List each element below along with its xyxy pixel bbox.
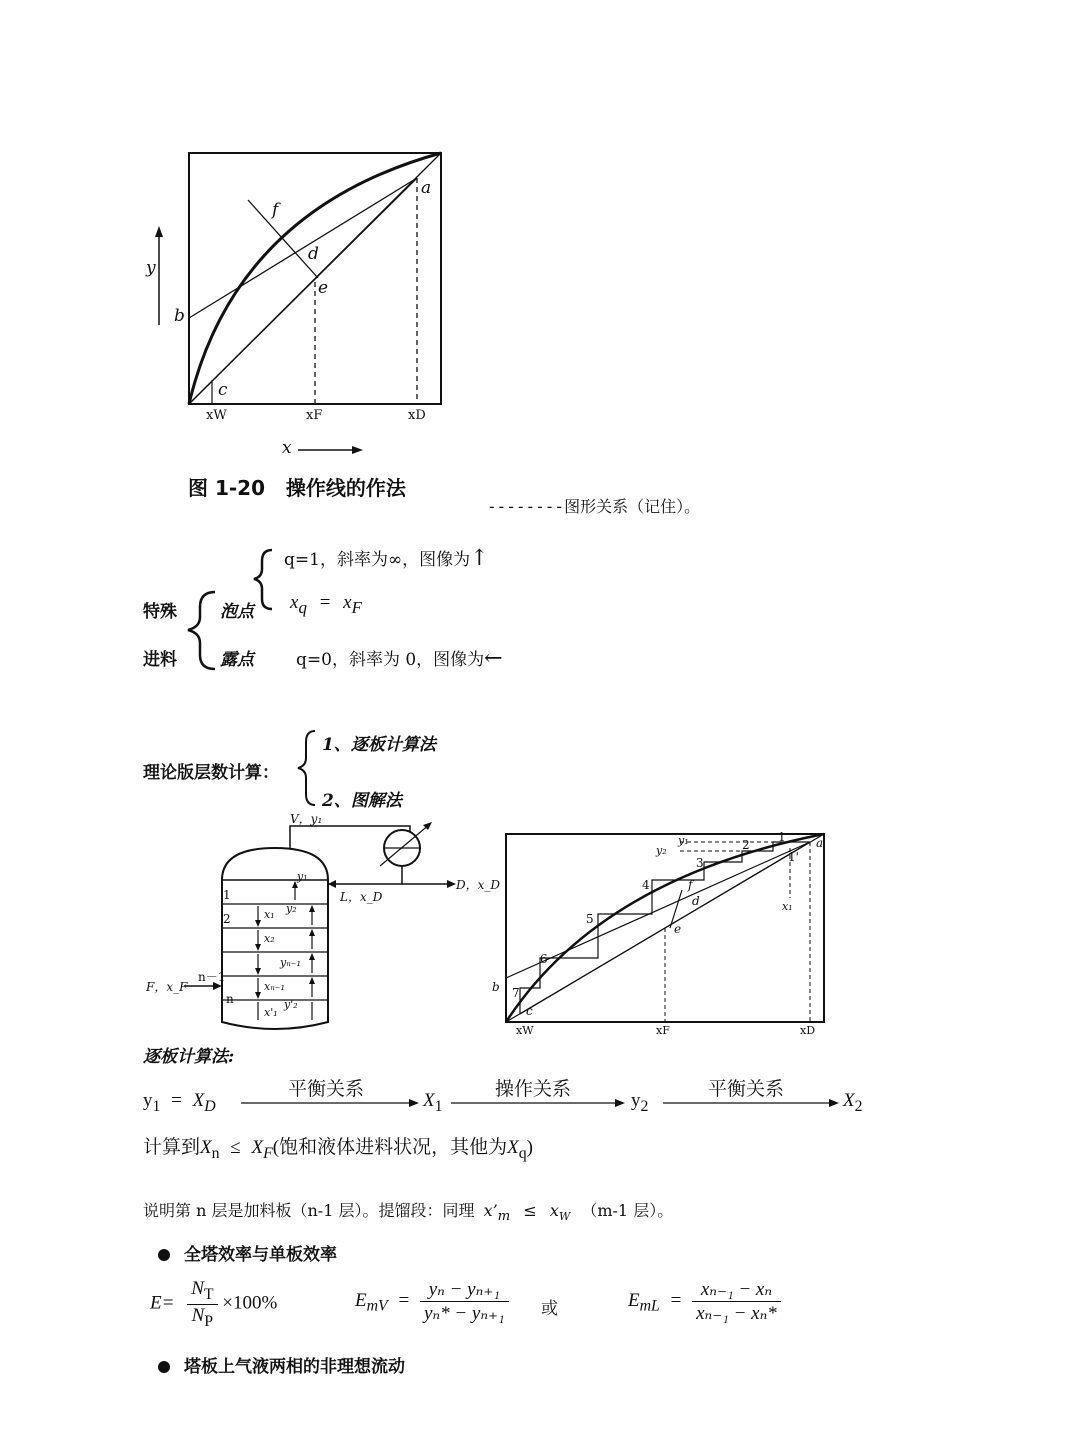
feed-label: F，x_F (146, 980, 188, 994)
mc-step-7: 7 (512, 986, 520, 1000)
mc-y2: y₂ (656, 844, 667, 857)
mccabe-thiele-diagram (490, 828, 840, 1038)
plates-calc-label: 理论版层数计算： (143, 763, 279, 783)
mc-step-4: 4 (642, 878, 650, 892)
mc-d: d (692, 894, 700, 908)
col-yn1: yₙ₋₁ (280, 956, 301, 969)
bullet-icon (158, 1361, 170, 1373)
nonideal-heading: 塔板上气液两相的非理想流动 (158, 1352, 405, 1377)
bullet-icon (158, 1249, 170, 1261)
overall-efficiency-formula: E= $\frac{N_T}{N_P}$ ×100% (150, 1278, 278, 1330)
dew-point-label: 露点 (220, 650, 254, 670)
y-axis-label: y (146, 258, 156, 278)
point-e: e (318, 278, 329, 298)
or-label: 或 (541, 1299, 558, 1319)
col-y2: y₂ (286, 902, 297, 915)
tick-xf: xF (306, 408, 323, 423)
mc-step-1: 1 (778, 830, 786, 844)
mc-step-1p: 1' (788, 850, 799, 864)
figure-1-20 (140, 140, 460, 510)
murphree-vapor-formula: $E_{mV}$ = $\frac{\text{yₙ − yₙ₊₁}}{\text{yₙ* − yₙ₊₁}}$ (355, 1278, 509, 1325)
stepwise-chain: $y_1 = X_D$ 平衡关系 $X_1$ 操作关系 $y_2$ 平衡关系 $X_2$ (143, 1074, 903, 1124)
graph-note: --------图形关系（记住）。 (487, 497, 701, 516)
special-feed-label-top: 特殊 (143, 602, 177, 622)
rectifying-line (189, 178, 417, 318)
stripping-line (189, 178, 417, 404)
mc-step-3: 3 (696, 856, 704, 870)
point-d: d (308, 244, 319, 264)
stepwise-title: 逐板计算法: (143, 1047, 235, 1067)
column-svg (140, 810, 500, 1038)
plate-1-label: 1 (223, 888, 231, 902)
mc-c: c (526, 1004, 533, 1018)
top-vapor-label: V，y₁ (290, 812, 323, 826)
arrow-2 (451, 1096, 627, 1110)
point-a: a (421, 178, 432, 198)
left-arrow-icon: ← (484, 646, 503, 671)
relation-2: 操作关系 (495, 1079, 572, 1100)
mc-tick-xw: xW (516, 1024, 534, 1037)
col-xn: x'₁ (264, 1006, 278, 1019)
arrow-3 (663, 1096, 841, 1110)
mc-tick-xf: xF (656, 1024, 670, 1037)
bubble-q1-line: q=1，斜率为∞，图像为↑ (284, 546, 489, 571)
method-graphical: 2、图解法 (322, 791, 402, 811)
plate-2-label: 2 (223, 912, 231, 926)
point-b: b (174, 306, 185, 326)
col-yn: y'₂ (284, 998, 298, 1011)
mc-step-6: 6 (540, 952, 548, 966)
murphree-liquid-formula: $E_{mL}$ = $\frac{\text{xₙ₋₁ − xₙ}}{\text{xₙ₋₁ − xₙ*}}$ (628, 1278, 781, 1325)
col-x2: x₂ (264, 932, 275, 945)
relation-1: 平衡关系 (288, 1079, 365, 1100)
figure-caption: 图 1-20 操作线的作法 (188, 476, 406, 500)
explanation-line: 说明第 n 层是加料板（n-1 层）。提馏段：同理 $x’_m \le x_W$ （m-1 层）。 (143, 1201, 674, 1225)
tick-xw: xW (206, 408, 227, 423)
mc-x1: x₁ (782, 900, 793, 913)
plate-n1-label: n－1 (198, 970, 226, 984)
mc-tick-xd: xD (800, 1024, 816, 1037)
mc-y1: y₁ (678, 834, 689, 847)
point-f: f (272, 200, 279, 220)
col-x1: x₁ (264, 908, 275, 921)
vapor-line (290, 826, 410, 848)
mc-f: f (688, 878, 693, 892)
dew-line: q=0，斜率为 0，图像为← (296, 646, 503, 671)
method-stepwise: 1、逐板计算法 (322, 735, 436, 755)
bubble-point-label: 泡点 (220, 602, 254, 622)
up-arrow-icon: ↑ (470, 546, 489, 571)
col-xn1: xₙ₋₁ (264, 980, 285, 993)
point-c: c (218, 380, 228, 400)
distillate-label: D，x_D (456, 878, 501, 892)
x-axis-label: x (282, 438, 292, 458)
q-line (248, 200, 318, 278)
plates-calc-brace (295, 728, 319, 808)
condensate-line (328, 866, 402, 884)
mc-step-5: 5 (586, 912, 594, 926)
tick-xd: xD (408, 408, 426, 423)
column-diagram (140, 810, 500, 1038)
calc-until-line: 计算到$X_n \le X_F$(饱和液体进料状况，其他为$X_q$) (143, 1137, 533, 1162)
special-feed-label-bottom: 进料 (143, 650, 177, 670)
mc-e: e (674, 922, 682, 936)
operating-line-diagram (140, 140, 460, 510)
plate-n-label: n (226, 992, 234, 1006)
mc-b: b (492, 980, 500, 994)
col-y1: y₁ (297, 870, 308, 883)
mc-step-2: 2 (742, 838, 750, 852)
bubble-xq-equation: $x_q = x_F$ (290, 592, 362, 617)
relation-3: 平衡关系 (708, 1079, 785, 1100)
arrow-1 (241, 1096, 421, 1110)
reflux-label: L，x_D (340, 890, 383, 904)
efficiency-heading: 全塔效率与单板效率 (158, 1240, 337, 1265)
mc-a: a (816, 836, 824, 850)
